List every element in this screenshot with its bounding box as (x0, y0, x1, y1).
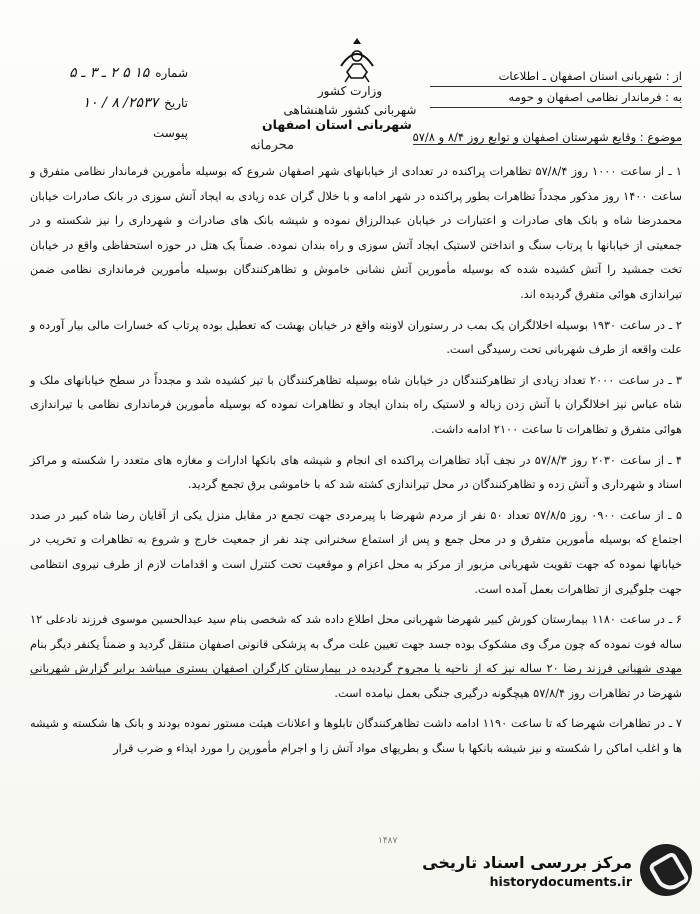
date-value: ۲۵۳۷/ ۸ / ۱۰ (82, 95, 159, 111)
number-label: شماره (155, 66, 188, 80)
paragraph-6: ۶ ـ در ساعت ۱۱۸۰ بیمارستان کورش کبیر شهرضا شهربانی محل اطلاع داده شد که شخصی بنام سید عبدالحسین موسوی فرزند نادعلی ۱۲ ساله فوت نموده که چون مرگ وی مشکوک بوده جسد جهت تعیین علت مرگ به پزشکی قانونی اصفهان منتقل گردید و ضمناً یکنفر دیگر بنام مهدی شهبانی فرزند رضا ۲۰ ساله نیز که از ناحیه پا مجروح گردیده در بیمارستان کارگران اصفهان بستری میباشد برابر گزارش شهربانی شهرضا در تظاهرات روز ۵۷/۸/۴ هیچگونه درگیری جنگی بعمل نیامده است. (30, 613, 682, 700)
page-mark: ۱۴۸۷ (378, 836, 398, 846)
paragraph-7: ۷ ـ در تظاهرات شهرضا که تا ساعت ۱۱۹۰ ادامه داشت تظاهرکنندگان تابلوها و اعلانات هیئت مستور نموده بودند و بانک ها شکسته و شیشه ها و اغلب اماکن را شکسته و نیز شیشه بانکها با سنگ و بطریهای مواد آتش زا و اجرام مأمورین را مورد ایذاء و ضرب قرار (30, 717, 682, 756)
paragraph-4: ۴ ـ از ساعت ۲۰۳۰ روز ۵۷/۸/۳ در نجف آباد تظاهرات پراکنده ای انجام و شیشه های بانکها ادارات و مغازه های متعدد را شکسته و مراکز اسناد و شهرداری و آتش زده و تظاهرکنندگان در محل تیراندازی کشته شد که با خاموشی برق تجمع گردید. (30, 453, 682, 492)
watermark-title: مرکز بررسی اسناد تاریخی (422, 852, 632, 872)
date-label: تاریخ (164, 96, 188, 110)
from-line: از : شهربانی استان اصفهان ـ اطلاعات (430, 66, 682, 87)
police-name: شهربانی کشور شاهنشاهی (283, 103, 417, 117)
watermark (422, 844, 692, 896)
confidential-stamp: محرمانه (249, 137, 295, 154)
reference-block (38, 58, 188, 148)
lion-and-sun-emblem-icon (333, 36, 381, 86)
number-row (38, 58, 188, 88)
paragraph-5: ۵ ـ از ساعت ۰۹۰۰ روز ۵۷/۸/۵ تعداد ۵۰ نفر از مردم شهرضا با پیرمردی جهت تجمع در مقابل منزل یکی از آقایان رضا شاه کبیر در صدد اجتماع که بوسیله مأمورین متفرق و در محل جمع و پس از استماع سخنرانی چند نفر از جمعیت خارج و شروع به تظاهرات و تخریب در خیابانها نموده که جهت تقویت شهربانی مزبور از مرکز به محل اعزام و موقعیت تحت کنترل است و اقدامات لازم از طرف نیروی انتظامی جهت جلوگیری از تظاهرات بعمل آمده است. (30, 508, 683, 596)
paragraph-1: ۱ ـ از ساعت ۱۰۰۰ روز ۵۷/۸/۴ تظاهرات پراکنده در تعدادی از خیابانهای شهر اصفهان شروع که بوسیله مأمورین فرماندار نظامی متفرق و ساعت ۱۴۰۰ روز مذکور مجدداً تظاهرات بطور پراکنده در شهر ادامه و با خلال گران عده زیادی به ایجاد آتش سوزی در بانک صادرات خیابان محمدرضا شاه و بانک های صادرات و اعتبارات در خیابان عبدالرزاق نموده و شیشه بانک های صادرات و شهرداری را نیز شکسته و در جمعیتی از خیابانها با پرتاب سنگ و انداختن لاستیک ایجاد آتش سوزی و راه بندان نموده. ضمناً یک هتل در حوزه استحفاظی واقع در خیابان تخت جمشید را آتش کشیده شده که بوسیله مأمورین آتش نشانی خاموش و تظاهرکنندگان بوسیله مأمورین فرمانداری نظامی ضمن تیراندازی هوائی متفرق گردیده اند. (30, 165, 682, 301)
subject-place: شهربانی استان اصفهان (262, 117, 412, 132)
address-block (430, 66, 682, 108)
watermark-text (422, 852, 632, 889)
paragraph-3: ۳ ـ در ساعت ۲۰۰۰ تعداد زیادی از تظاهرکنندگان در خیابان شاه بوسیله تظاهرکنندگان با تیر کشیده شد و مجدداً در سطح خیابانهای ملک و شاه عباس نیز اخلالگران با آتش زدن زباله و لاستیک راه بندان ایجاد و تظاهرات نموده که بوسیله مأمورین فرمانداری نظامی با تیراندازی هوائی متفرق و تظاهرات تا ساعت ۲۱۰۰ ادامه داشت. (30, 373, 682, 436)
subject-line: موضوع : وقایع شهرستان اصفهان و توابع روز ۸/۴ و ۵۷/۸ (412, 130, 682, 144)
attachment-label: پیوست (153, 126, 188, 140)
to-line: به : فرماندار نظامی اصفهان و حومه (430, 87, 682, 108)
ministry-name: وزارت کشور (317, 84, 383, 98)
report-body (30, 160, 682, 768)
date-row (38, 88, 188, 118)
history-documents-logo-icon (640, 844, 692, 896)
paragraph-2: ۲ ـ در ساعت ۱۹۳۰ بوسیله اخلالگران یک بمب در رستوران لاونته واقع در خیابان بهشت که تعطیل بوده پرتاب که خسارات مالی بیار آورده و علت واقعه از طرف شهربانی تحت رسیدگی است. (30, 318, 682, 357)
attachment-row (38, 118, 188, 148)
watermark-url: historydocuments.ir (489, 873, 632, 889)
paragraph-divider (30, 674, 682, 675)
ministry-block (270, 82, 430, 120)
number-value: ۱۵ ۵ ۲ ـ ۳ ـ ۵ (69, 65, 150, 81)
